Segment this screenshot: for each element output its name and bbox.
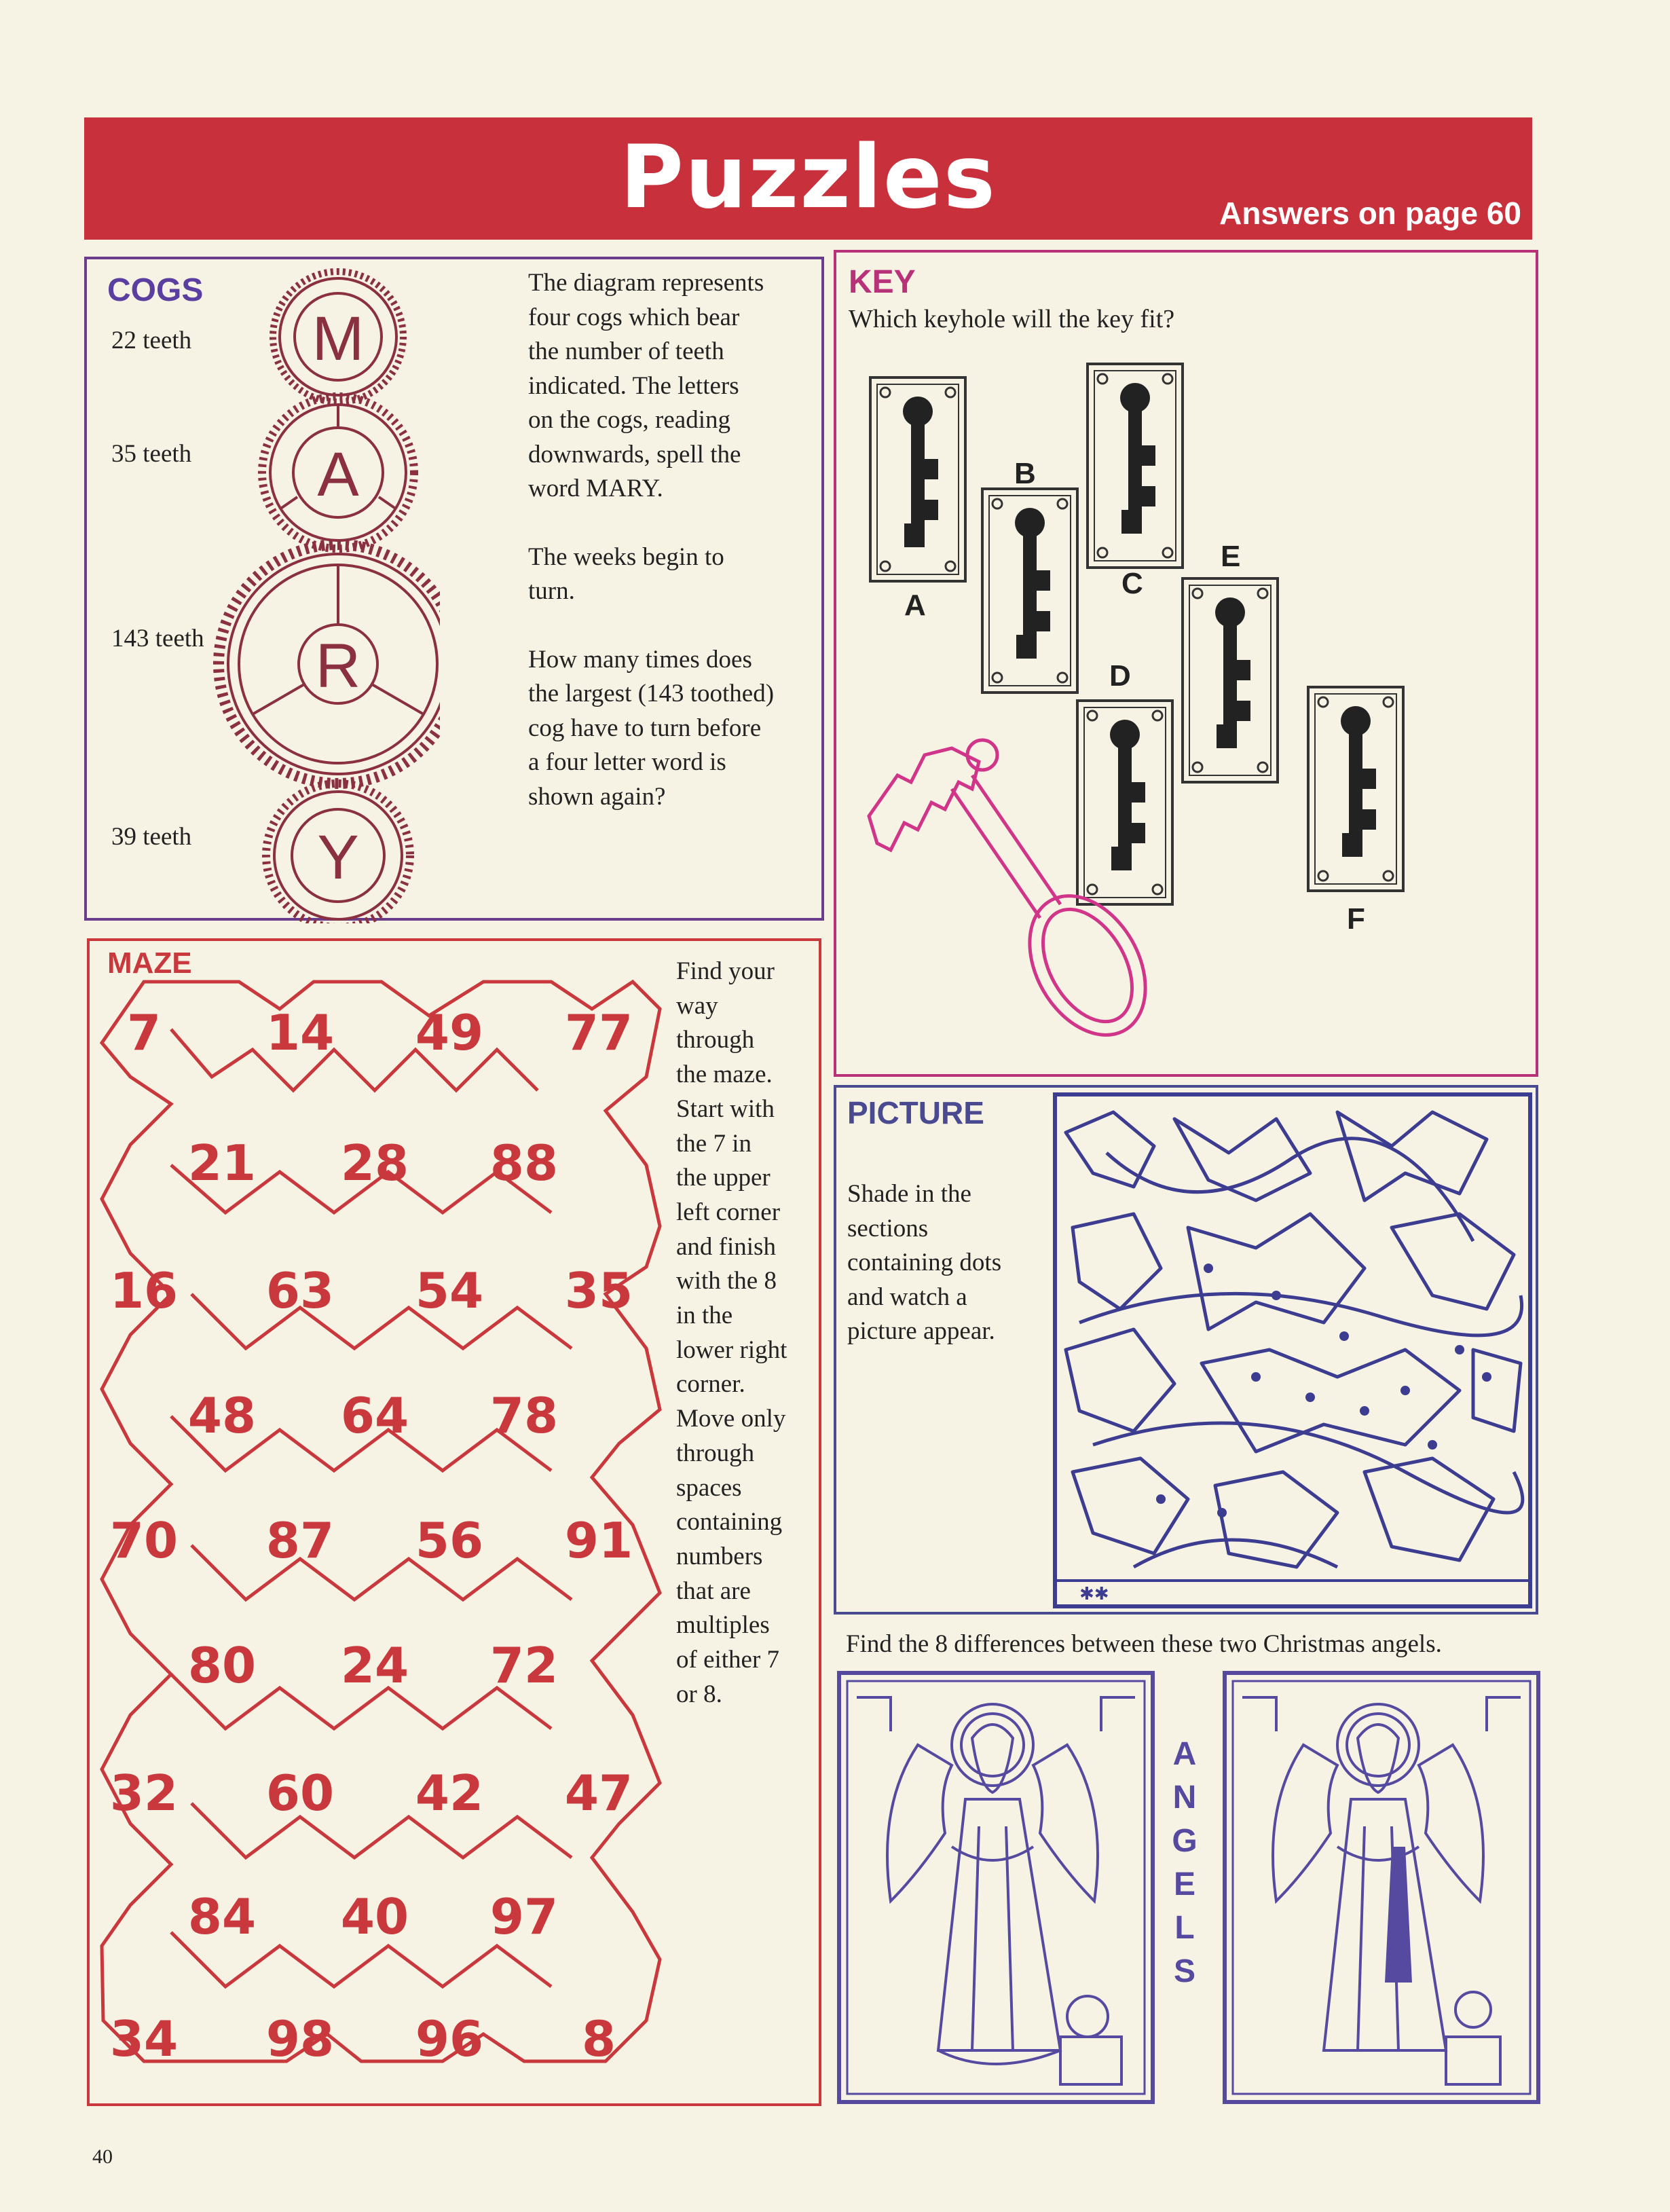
maze-text-line: lower right	[676, 1335, 787, 1364]
maze-text-line: left corner	[676, 1198, 781, 1226]
maze-cell: 49	[415, 1004, 484, 1061]
maze-text-line: that are	[676, 1577, 751, 1605]
maze-text-line: spaces	[676, 1473, 742, 1502]
answers-note: Answers on page 60	[1219, 196, 1521, 231]
cogs-text-line: The weeks begin to	[528, 542, 724, 571]
page-title: Puzzles	[620, 127, 997, 228]
key-heading: KEY	[849, 264, 916, 300]
maze-text-line: numbers	[676, 1542, 763, 1570]
maze-cell: 63	[265, 1262, 335, 1319]
keyhole-a	[870, 377, 965, 581]
maze-text-line: the 7 in	[676, 1129, 752, 1158]
cog-22	[273, 272, 403, 402]
maze-diagram	[90, 941, 673, 2103]
cogs-text-line: turn.	[528, 577, 575, 605]
key-option-c: C	[1121, 567, 1143, 600]
cogs-text-line: The diagram represents	[528, 269, 764, 297]
cog-label-2: 35 teeth	[111, 440, 192, 468]
maze-cell: 78	[489, 1387, 559, 1444]
title-banner	[84, 117, 1532, 240]
keyhole-e	[1183, 578, 1278, 782]
cog-letter-m: M	[312, 304, 365, 373]
maze-cell: 56	[415, 1512, 484, 1569]
maze-panel	[87, 938, 821, 2106]
picture-text-line: Shade in the	[847, 1180, 971, 1208]
cog-143	[219, 545, 440, 784]
cog-39	[266, 784, 410, 923]
maze-cell: 14	[265, 1004, 335, 1061]
maze-text-line: multiples	[676, 1611, 770, 1640]
maze-cell: 87	[265, 1512, 335, 1569]
maze-cell: 64	[340, 1387, 409, 1444]
maze-cell: 77	[564, 1004, 633, 1061]
maze-cell: 24	[340, 1637, 409, 1694]
maze-text-line: with the 8	[676, 1267, 777, 1295]
maze-cell: 72	[489, 1637, 559, 1694]
maze-text-line: in the	[676, 1302, 733, 1330]
cogs-diagram	[209, 259, 440, 923]
cog-letter-y: Y	[317, 823, 359, 892]
keyhole-f	[1308, 687, 1403, 891]
angels-letter: N	[1172, 1780, 1197, 1815]
maze-cell: 28	[340, 1135, 409, 1192]
cogs-text-line: the number of teeth	[528, 337, 724, 365]
maze-instructions	[676, 955, 819, 1712]
cogs-text-line: indicated. The letters	[528, 371, 739, 400]
key-option-f: F	[1347, 902, 1365, 936]
maze-text-line: Start with	[676, 1094, 775, 1123]
angels-letter: G	[1172, 1823, 1198, 1859]
angels-vertical-label	[1168, 1733, 1202, 1993]
angel-right	[1222, 1670, 1541, 2105]
key-option-a: A	[904, 589, 926, 622]
angels-letter: L	[1174, 1910, 1195, 1946]
maze-text-line: through	[676, 1026, 755, 1054]
cogs-text-line	[528, 609, 813, 643]
maze-text-line: through	[676, 1439, 755, 1467]
cogs-text-line: cog have to turn before	[528, 714, 762, 742]
maze-cell: 54	[415, 1262, 484, 1319]
cogs-description	[528, 266, 813, 814]
maze-text-line: or 8.	[676, 1680, 722, 1708]
cogs-text-line: word MARY.	[528, 475, 663, 502]
maze-cell: 21	[187, 1135, 257, 1192]
picture-text-line: and watch a	[847, 1283, 967, 1311]
cogs-text-line: downwards, spell the	[528, 440, 741, 468]
page-number: 40	[92, 2145, 113, 2168]
maze-cell: 84	[187, 1888, 257, 1945]
key-option-d: D	[1109, 659, 1131, 693]
maze-cell: 70	[109, 1512, 179, 1569]
picture-heading: PICTURE	[847, 1095, 984, 1130]
maze-text-line: containing	[676, 1508, 783, 1536]
cogs-text-line: four cogs which bear	[528, 303, 740, 331]
cogs-text-line: on the cogs, reading	[528, 406, 730, 434]
angels-letter: A	[1172, 1736, 1197, 1772]
cogs-heading: COGS	[107, 272, 204, 308]
cog-letter-a: A	[317, 440, 359, 509]
key-question: Which keyhole will the key fit?	[849, 305, 1175, 333]
maze-cell: 32	[109, 1765, 179, 1822]
keyhole-c	[1088, 364, 1183, 568]
picture-panel	[834, 1085, 1538, 1615]
maze-heading: MAZE	[107, 946, 192, 980]
picture-instructions	[847, 1177, 1001, 1349]
picture-text-line: sections	[847, 1214, 929, 1242]
maze-text-line: and finish	[676, 1232, 776, 1261]
cog-letter-r: R	[315, 631, 361, 701]
maze-cell: 96	[415, 2010, 484, 2067]
cog-35	[262, 397, 414, 549]
cog-label-4: 39 teeth	[111, 823, 192, 851]
maze-cell: 80	[187, 1637, 257, 1694]
maze-text-line: of either 7	[676, 1646, 780, 1674]
maze-text-line: the upper	[676, 1164, 771, 1192]
angels-letter: E	[1173, 1866, 1195, 1902]
angel-left	[836, 1670, 1155, 2105]
angels-letter: S	[1173, 1953, 1195, 1989]
cog-label-3: 143 teeth	[111, 625, 204, 652]
asterisks: ✱✱	[1079, 1584, 1109, 1604]
maze-cell: 47	[564, 1765, 633, 1822]
maze-cell: 98	[265, 2010, 335, 2067]
cogs-text-line: a four letter word is	[528, 748, 726, 776]
cogs-text-line: shown again?	[528, 782, 666, 811]
key-option-e: E	[1221, 540, 1241, 573]
cogs-text-line	[528, 506, 813, 540]
maze-text-line: corner.	[676, 1370, 745, 1399]
cog-label-1: 22 teeth	[111, 327, 192, 354]
maze-text-line: Move only	[676, 1405, 786, 1433]
maze-text-line: the maze.	[676, 1061, 773, 1089]
maze-cell: 91	[564, 1512, 633, 1569]
picture-text-line: containing dots	[847, 1249, 1002, 1276]
maze-cell: 40	[340, 1888, 409, 1945]
cogs-panel	[84, 257, 824, 921]
cogs-text-line: How many times does	[528, 645, 752, 674]
maze-cell: 42	[415, 1765, 484, 1822]
maze-cell: 35	[564, 1262, 633, 1319]
maze-text-line: way	[676, 991, 718, 1020]
dot-picture-puzzle	[1052, 1092, 1533, 1609]
maze-cell: 88	[489, 1135, 559, 1192]
keyholes-diagram	[836, 341, 1536, 1074]
maze-cell: 34	[109, 2010, 179, 2067]
picture-text-line: picture appear.	[847, 1317, 995, 1345]
maze-cell: 60	[265, 1765, 335, 1822]
cogs-text-line: the largest (143 toothed)	[528, 680, 775, 707]
maze-cell: 8	[581, 2010, 616, 2067]
angels-caption: Find the 8 differences between these two Christmas angels.	[846, 1630, 1442, 1658]
keyhole-b	[982, 489, 1077, 693]
maze-cell: 97	[489, 1888, 559, 1945]
maze-cell: 16	[109, 1262, 179, 1319]
keyhole-d	[1077, 701, 1172, 904]
key-option-b: B	[1014, 457, 1036, 490]
key-panel	[834, 250, 1538, 1077]
maze-text-line: Find your	[676, 957, 775, 985]
maze-cell: 7	[126, 1004, 162, 1061]
maze-cell: 48	[187, 1387, 257, 1444]
